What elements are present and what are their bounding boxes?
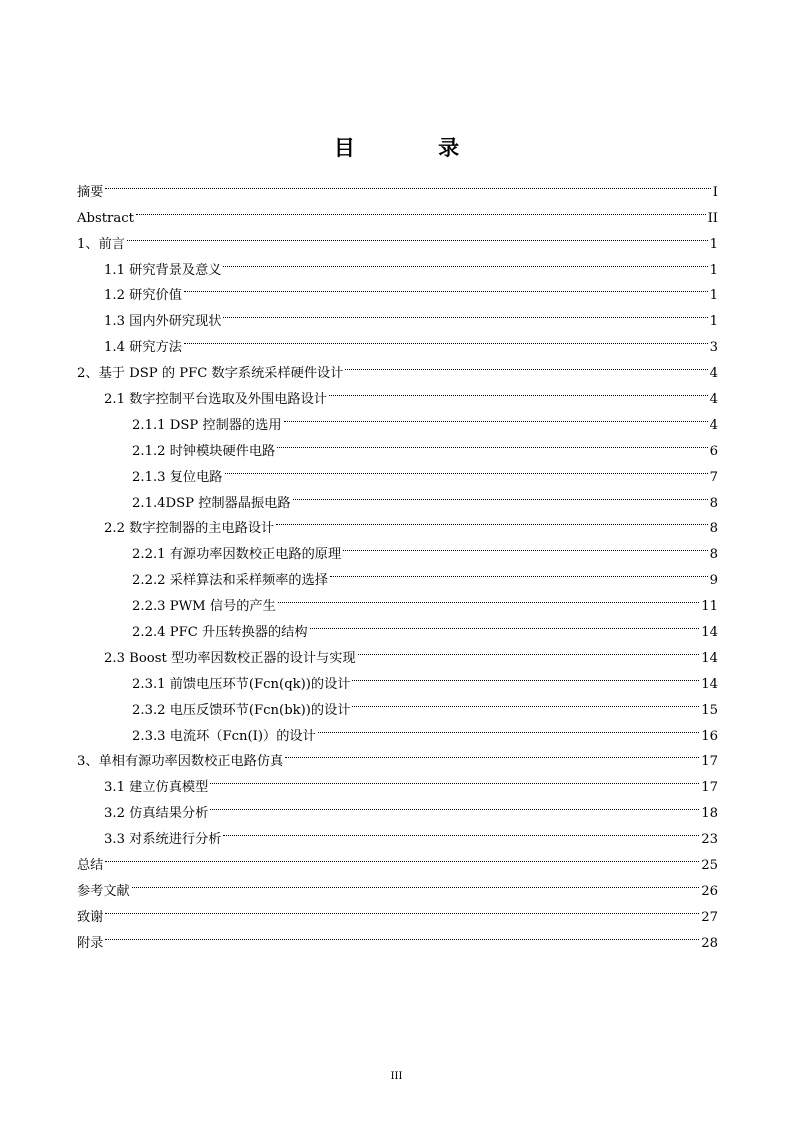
toc-entry-label: 1.2 研究价值 — [104, 288, 182, 304]
toc-entry-label: 1.1 研究背景及意义 — [104, 262, 222, 278]
toc-entry-label: 3.2 仿真结果分析 — [104, 806, 209, 822]
toc-dot-leader — [329, 377, 708, 403]
toc-dot-leader — [132, 869, 699, 895]
toc-dot-leader — [210, 765, 699, 791]
toc-entry-label: 3.3 对系统进行分析 — [104, 832, 222, 848]
toc-entry-page: 4 — [709, 417, 718, 433]
toc-entry[interactable] — [77, 196, 718, 226]
toc-dot-leader — [105, 843, 699, 869]
toc-dot-leader — [105, 170, 710, 196]
toc-entry-label: 附录 — [77, 935, 104, 951]
toc-dot-leader — [184, 325, 708, 351]
toc-entry-label: 摘要 — [77, 184, 104, 200]
toc-entry-label: Abstract — [77, 210, 134, 226]
toc-entry-label: 2.1 数字控制平台选取及外围电路设计 — [104, 392, 327, 408]
toc-entry-page: 4 — [709, 366, 718, 382]
toc-entry-page: 14 — [701, 650, 718, 666]
toc-entry-page: 1 — [709, 236, 718, 252]
toc-entry-label: 2.3.2 电压反馈环节(Fcn(bk))的设计 — [132, 702, 351, 718]
toc-entry[interactable] — [77, 248, 718, 278]
toc-entry-page: 1 — [709, 314, 718, 330]
toc-dot-leader — [127, 222, 708, 248]
toc-entry-page: 8 — [709, 547, 718, 563]
toc-entry-page: 17 — [701, 754, 718, 770]
toc-entry-page: 28 — [701, 935, 718, 951]
toc-dot-leader — [284, 403, 708, 429]
toc-entry-label: 2.1.4DSP 控制器晶振电路 — [132, 495, 291, 511]
toc-entry-label: 2.2.3 PWM 信号的产生 — [132, 599, 276, 615]
toc-dot-leader — [358, 636, 700, 662]
toc-entry-label: 1、前言 — [77, 236, 125, 252]
toc-dot-leader — [105, 895, 699, 921]
toc-entry-label: 3.1 建立仿真模型 — [104, 780, 209, 796]
toc-entry[interactable] — [77, 222, 718, 252]
toc-entry-label: 2.2.4 PFC 升压转换器的结构 — [132, 625, 308, 641]
toc-entry-page: I — [712, 184, 718, 200]
toc-dot-leader — [184, 274, 708, 300]
toc-entry[interactable] — [77, 843, 718, 874]
toc-dot-leader — [223, 299, 707, 325]
toc-entry-page: 8 — [709, 521, 718, 537]
toc-entry-page: 14 — [701, 676, 718, 692]
toc-dot-leader — [293, 481, 708, 507]
toc-entry-label: 2.3 Boost 型功率因数校正器的设计与实现 — [104, 650, 356, 666]
toc-entry[interactable] — [77, 170, 718, 200]
toc-dot-leader — [330, 558, 708, 584]
toc-entry-page: 4 — [709, 392, 718, 408]
toc-entry[interactable] — [77, 869, 718, 899]
page-title: 目 录 — [333, 135, 498, 160]
toc-dot-leader — [352, 688, 699, 714]
toc-entry-label: 2.3.1 前馈电压环节(Fcn(qk))的设计 — [132, 676, 351, 692]
toc-dot-leader — [352, 662, 699, 688]
toc-dot-leader — [278, 584, 699, 610]
page-number: III — [390, 1071, 403, 1082]
toc-entry[interactable] — [77, 921, 718, 951]
toc-entry-page: 1 — [709, 262, 718, 278]
toc-entry[interactable] — [77, 895, 718, 925]
toc-entry-page: 15 — [701, 702, 718, 718]
toc-entry-page: 8 — [709, 495, 718, 511]
toc-entry-page: 23 — [701, 832, 718, 848]
toc-entry-page: 25 — [701, 858, 718, 874]
toc-dot-leader — [318, 714, 699, 740]
toc-entry-page: 11 — [701, 599, 718, 615]
toc-entry-label: 1.3 国内外研究现状 — [104, 314, 222, 330]
toc-dot-leader — [105, 921, 699, 947]
toc-entry-label: 2、基于 DSP 的 PFC 数字系统采样硬件设计 — [77, 366, 344, 382]
toc-entry-page: 27 — [701, 909, 718, 925]
toc-entry-label: 2.2.2 采样算法和采样频率的选择 — [132, 573, 328, 589]
toc-dot-leader — [223, 817, 699, 843]
toc-dot-leader — [285, 740, 699, 766]
toc-dot-leader — [277, 429, 707, 455]
toc-entry-page: 16 — [701, 728, 718, 744]
toc-entry-label: 1.4 研究方法 — [104, 340, 182, 356]
toc-entry-label: 2.1.3 复位电路 — [132, 469, 223, 485]
toc-entry-label: 参考文献 — [77, 883, 130, 899]
toc-entry-label: 致谢 — [77, 909, 104, 925]
toc-entry-page: 9 — [709, 573, 718, 589]
toc-entry-label: 2.2 数字控制器的主电路设计 — [104, 521, 275, 537]
toc-entry-label: 2.3.3 电流环（Fcn(I)）的设计 — [132, 728, 316, 744]
toc-entry-page: 26 — [701, 883, 718, 899]
toc-entry-label: 2.2.1 有源功率因数校正电路的原理 — [132, 547, 342, 563]
toc-dot-leader — [225, 455, 708, 481]
toc-entry-page: 14 — [701, 625, 718, 641]
toc-entry-label: 2.1.2 时钟模块硬件电路 — [132, 443, 276, 459]
toc-entry-page: 18 — [701, 806, 718, 822]
toc-dot-leader — [310, 610, 700, 636]
toc-entry-page: 1 — [709, 288, 718, 304]
toc-entry-label: 3、单相有源功率因数校正电路仿真 — [77, 754, 284, 770]
table-of-contents — [77, 170, 718, 951]
toc-entry-page: 7 — [709, 469, 718, 485]
toc-dot-leader — [345, 351, 707, 377]
toc-dot-leader — [136, 196, 706, 222]
toc-dot-leader — [276, 507, 707, 533]
toc-dot-leader — [210, 791, 699, 817]
toc-entry-page: 6 — [709, 443, 718, 459]
toc-entry-page: 17 — [701, 780, 718, 796]
toc-dot-leader — [223, 248, 707, 274]
toc-entry-page: 3 — [709, 340, 718, 356]
toc-entry-label: 2.1.1 DSP 控制器的选用 — [132, 417, 282, 433]
toc-entry-label: 总结 — [77, 858, 104, 874]
toc-dot-leader — [343, 532, 707, 558]
toc-entry-page: II — [707, 210, 718, 226]
